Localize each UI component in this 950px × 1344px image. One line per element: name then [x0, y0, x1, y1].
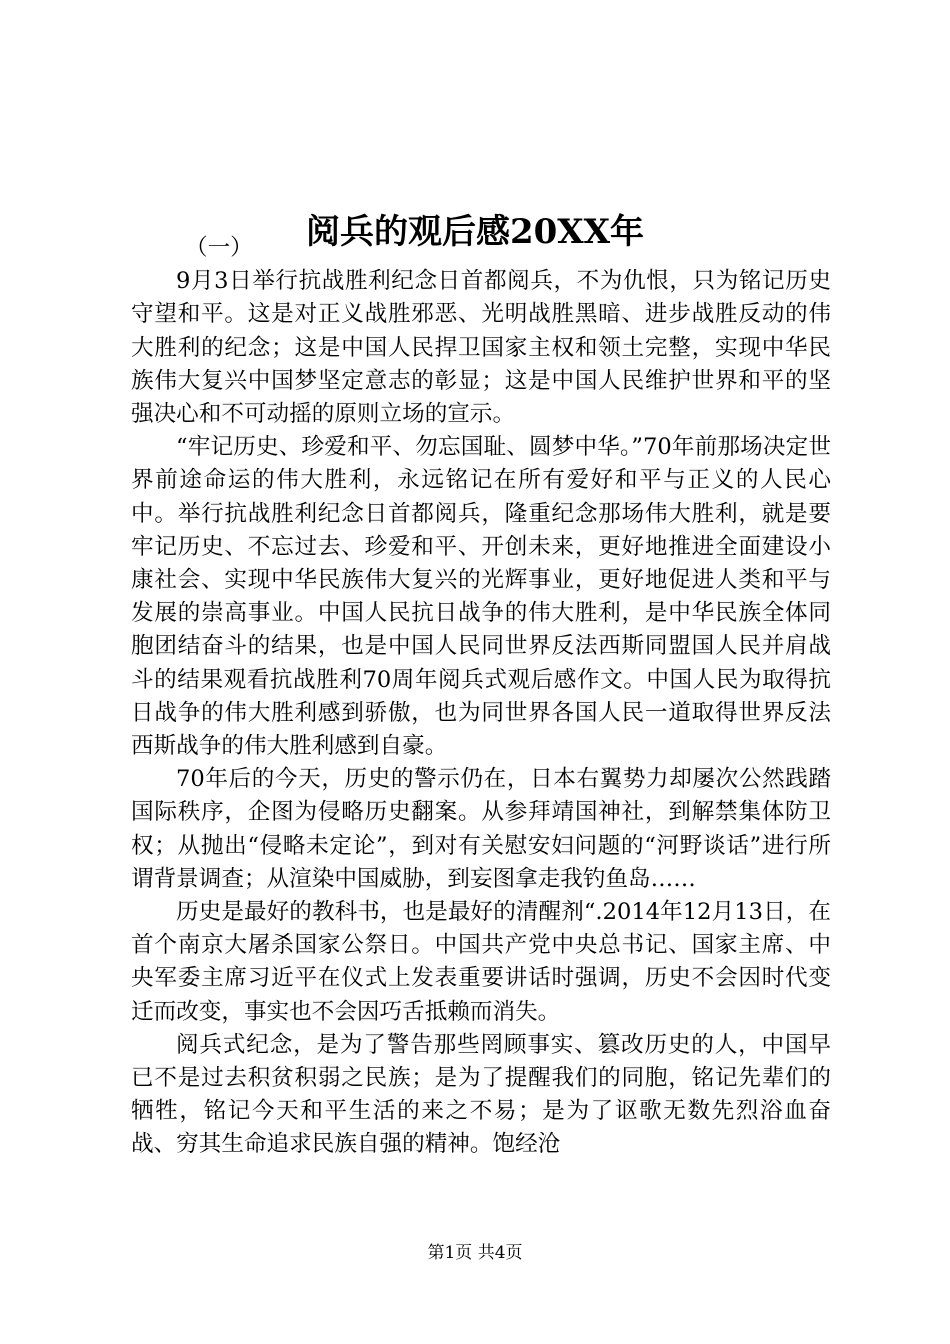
paragraph-4: 历史是最好的教科书，也是最好的清醒剂“.2014年12月13日，在首个南京大屠杀国家公祭日。中国共产党中央总书记、国家主席、中央军委主席习近平在仪式上发表重要讲话时强调，历史不会因时代变迁而改变，事实也不会因巧舌抵赖而消失。: [131, 899, 831, 1025]
paragraph-5: 阅兵式纪念，是为了警告那些罔顾事实、篡改历史的人，中国早已不是过去积贫积弱之民族；是为了提醒我们的同胞，铭记先辈们的牺牲，铭记今天和平生活的来之不易；是为了讴歌无数先烈浴血奋战、穷其生命追求民族自强的精神。饱经沧: [131, 1031, 831, 1158]
page-indicator: 第1页 共4页: [427, 1243, 523, 1263]
page-footer: [0, 1241, 950, 1265]
document-body: [131, 232, 831, 1162]
paragraph-2: “牢记历史、珍爱和平、勿忘国耻、圆梦中华。”70年前那场决定世界前途命运的伟大胜利，永远铭记在所有爱好和平与正义的人民心中。举行抗战胜利纪念日首都阅兵，隆重纪念那场伟大胜利，就是要牢记历史、不忘过去、珍爱和平、开创未来，更好地推进全面建设小康社会、实现中华民族伟大复兴的光辉事业，更好地促进人类和平与发展的崇高事业。中国人民抗日战争的伟大胜利，是中华民族全体同胞团结奋斗的结果，也是中国人民同世界反法西斯同盟国人民并肩战斗的结果观看抗战胜利70周年阅兵式观后感作文。中国人民为取得抗日战争的伟大胜利感到骄傲，也为同世界各国人民一道取得世界反法西斯战争的伟大胜利感到自豪。: [131, 434, 831, 760]
document-title: 阅兵的观后感20XX年: [305, 211, 645, 252]
paragraph-3: 70年后的今天，历史的警示仍在，日本右翼势力却屡次公然践踏国际秩序，企图为侵略历史翻案。从参拜靖国神社，到解禁集体防卫权；从抛出“侵略未定论”，到对有关慰安妇问题的“河野谈话”进行所谓背景调查；从渲染中国威胁，到妄图拿走我钓鱼岛……: [131, 766, 831, 892]
section-label: （一）: [185, 235, 253, 261]
paragraph-1: 9月3日举行抗战胜利纪念日首都阅兵，不为仇恨，只为铭记历史守望和平。这是对正义战胜邪恶、光明战胜黑暗、进步战胜反动的伟大胜利的纪念；这是中国人民捍卫国家主权和领土完整，实现中华民族伟大复兴中国梦坚定意志的彰显；这是中国人民维护世界和平的坚强决心和不可动摇的原则立场的宣示。: [131, 268, 831, 428]
